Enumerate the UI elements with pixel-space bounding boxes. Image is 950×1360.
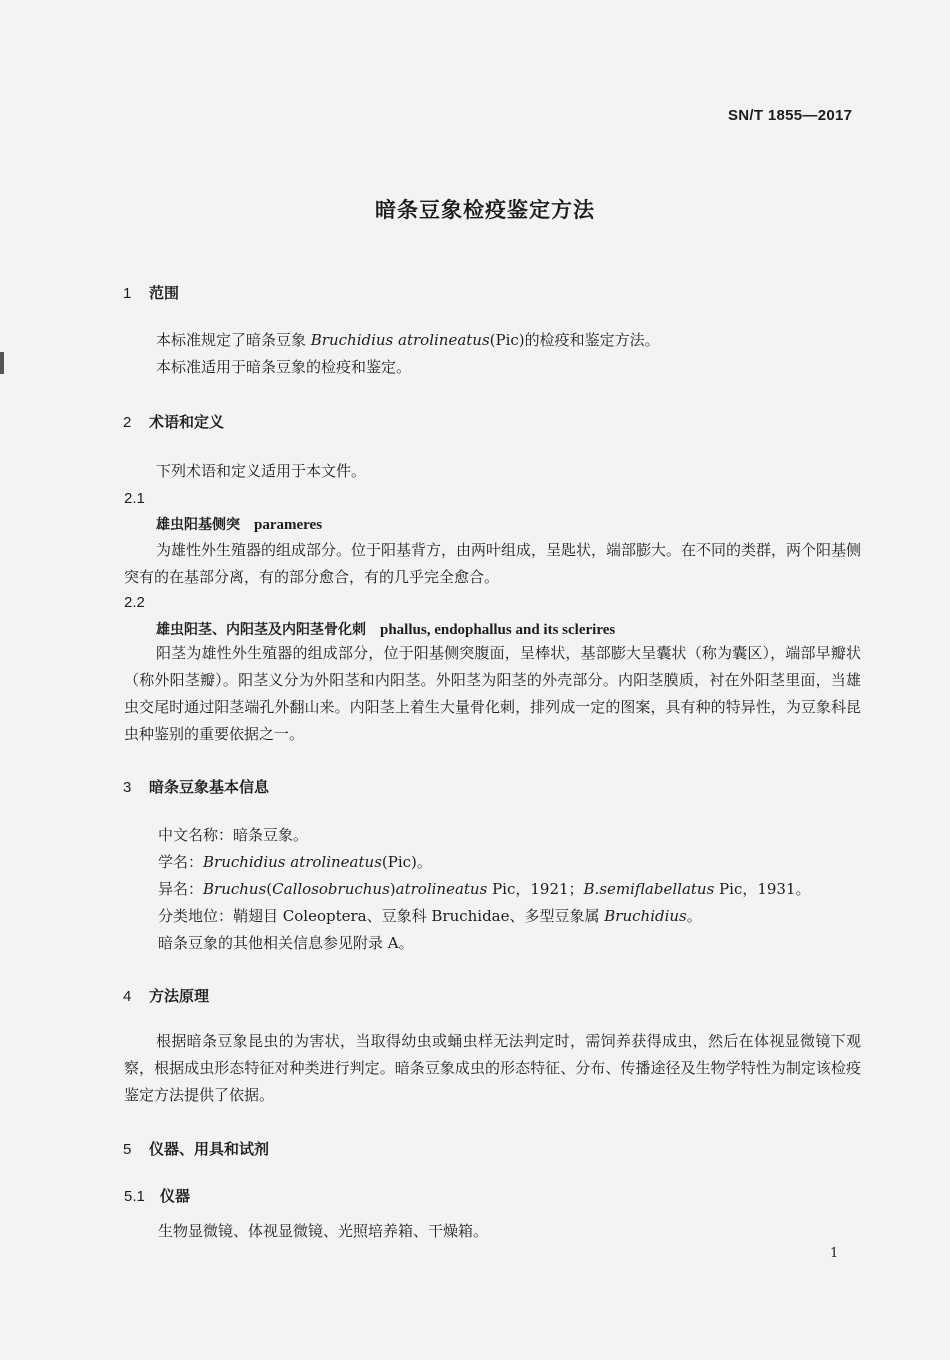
term-number: 2.1 [124,490,145,507]
instruments-list: 生物显微镜、体视显微镜、光照培养箱、干燥箱。 [158,1222,489,1240]
section-title: 暗条豆象基本信息 [149,778,270,796]
scientific-name: Bruchidius atrolineatus [310,331,490,349]
section-1-heading [123,282,179,303]
section-title: 方法原理 [149,987,210,1005]
section-3-heading [123,776,269,797]
subsection-5-1-heading [124,1185,190,1206]
synonym-line: 异名：Bruchus(Callosobruchus)atrolineatus Pic，1921；B.semiflabellatus Pic，1931。 [158,880,811,898]
section-number: 1 [123,285,132,302]
section-1-paragraph-1: 本标准规定了暗条豆象 Bruchidius atrolineatus(Pic)的检疫和鉴定方法。 [156,331,660,349]
section-4-heading [123,985,209,1006]
term-heading: 雄虫阳茎、内阳茎及内阳茎骨化刺 phallus, endophallus and its sclerires [156,622,616,638]
document-title: 暗条豆象检疫鉴定方法 [375,197,595,222]
section-5-heading [123,1138,269,1159]
section-title: 仪器、用具和试剂 [149,1140,270,1158]
term-heading: 雄虫阳基侧突 parameres [156,517,323,533]
term-definition: 为雄性外生殖器的组成部分。位于阳基背方，由两叶组成，呈匙状，端部膨大。在不同的类群，两个阳基侧突有的在基部分离，有的部分愈合，有的几乎完全愈合。 [124,541,862,586]
scientific-name-line: 学名：Bruchidius atrolineatus(Pic)。 [158,853,432,871]
subsection-number: 5.1 [124,1188,145,1205]
scan-edge-mark [0,352,4,374]
standard-code: SN/T 1855—2017 [728,107,853,124]
page-number: 1 [830,1246,839,1261]
taxonomy-line: 分类地位：鞘翅目 Coleoptera、豆象科 Bruchidae、多型豆象属 Bruchidius。 [158,907,702,925]
section-title: 范围 [149,284,180,302]
section-2-heading [123,411,224,432]
chinese-name-line: 中文名称：暗条豆象。 [158,826,309,844]
section-title: 术语和定义 [149,413,225,431]
section-number: 3 [123,779,132,796]
section-number: 2 [123,414,132,431]
term-definition: 阳茎为雄性外生殖器的组成部分，位于阳基侧突腹面，呈棒状，基部膨大呈囊状（称为囊区），端部早瓣状（称外阳茎瓣）。阳茎义分为外阳茎和内阳茎。外阳茎为阳茎的外壳部分。内阳茎膜质，衬在外阳茎里面，当雄虫交尾时通过阳茎端孔外翻山来。内阳茎上着生大量骨化刺，排列成一定的图案，具有种的特异性，为豆象科昆虫种鉴别的重要依据之一。 [124,644,861,743]
section-2-intro: 下列术语和定义适用于本文件。 [156,462,367,480]
section-number: 5 [123,1141,132,1158]
section-number: 4 [123,988,132,1005]
term-number: 2.2 [124,594,145,611]
section-1-paragraph-2: 本标准适用于暗条豆象的检疫和鉴定。 [156,358,412,376]
subsection-title: 仪器 [160,1187,191,1205]
appendix-reference: 暗条豆象的其他相关信息参见附录 A。 [158,934,414,952]
section-4-paragraph: 根据暗条豆象昆虫的为害状，当取得幼虫或蛹虫样无法判定时，需饲养获得成虫，然后在体视显微镜下观察，根据成虫形态特征对种类进行判定。暗条豆象成虫的形态特征、分布、传播途径及生物学特性为制定该检疫鉴定方法提供了依据。 [124,1032,861,1104]
